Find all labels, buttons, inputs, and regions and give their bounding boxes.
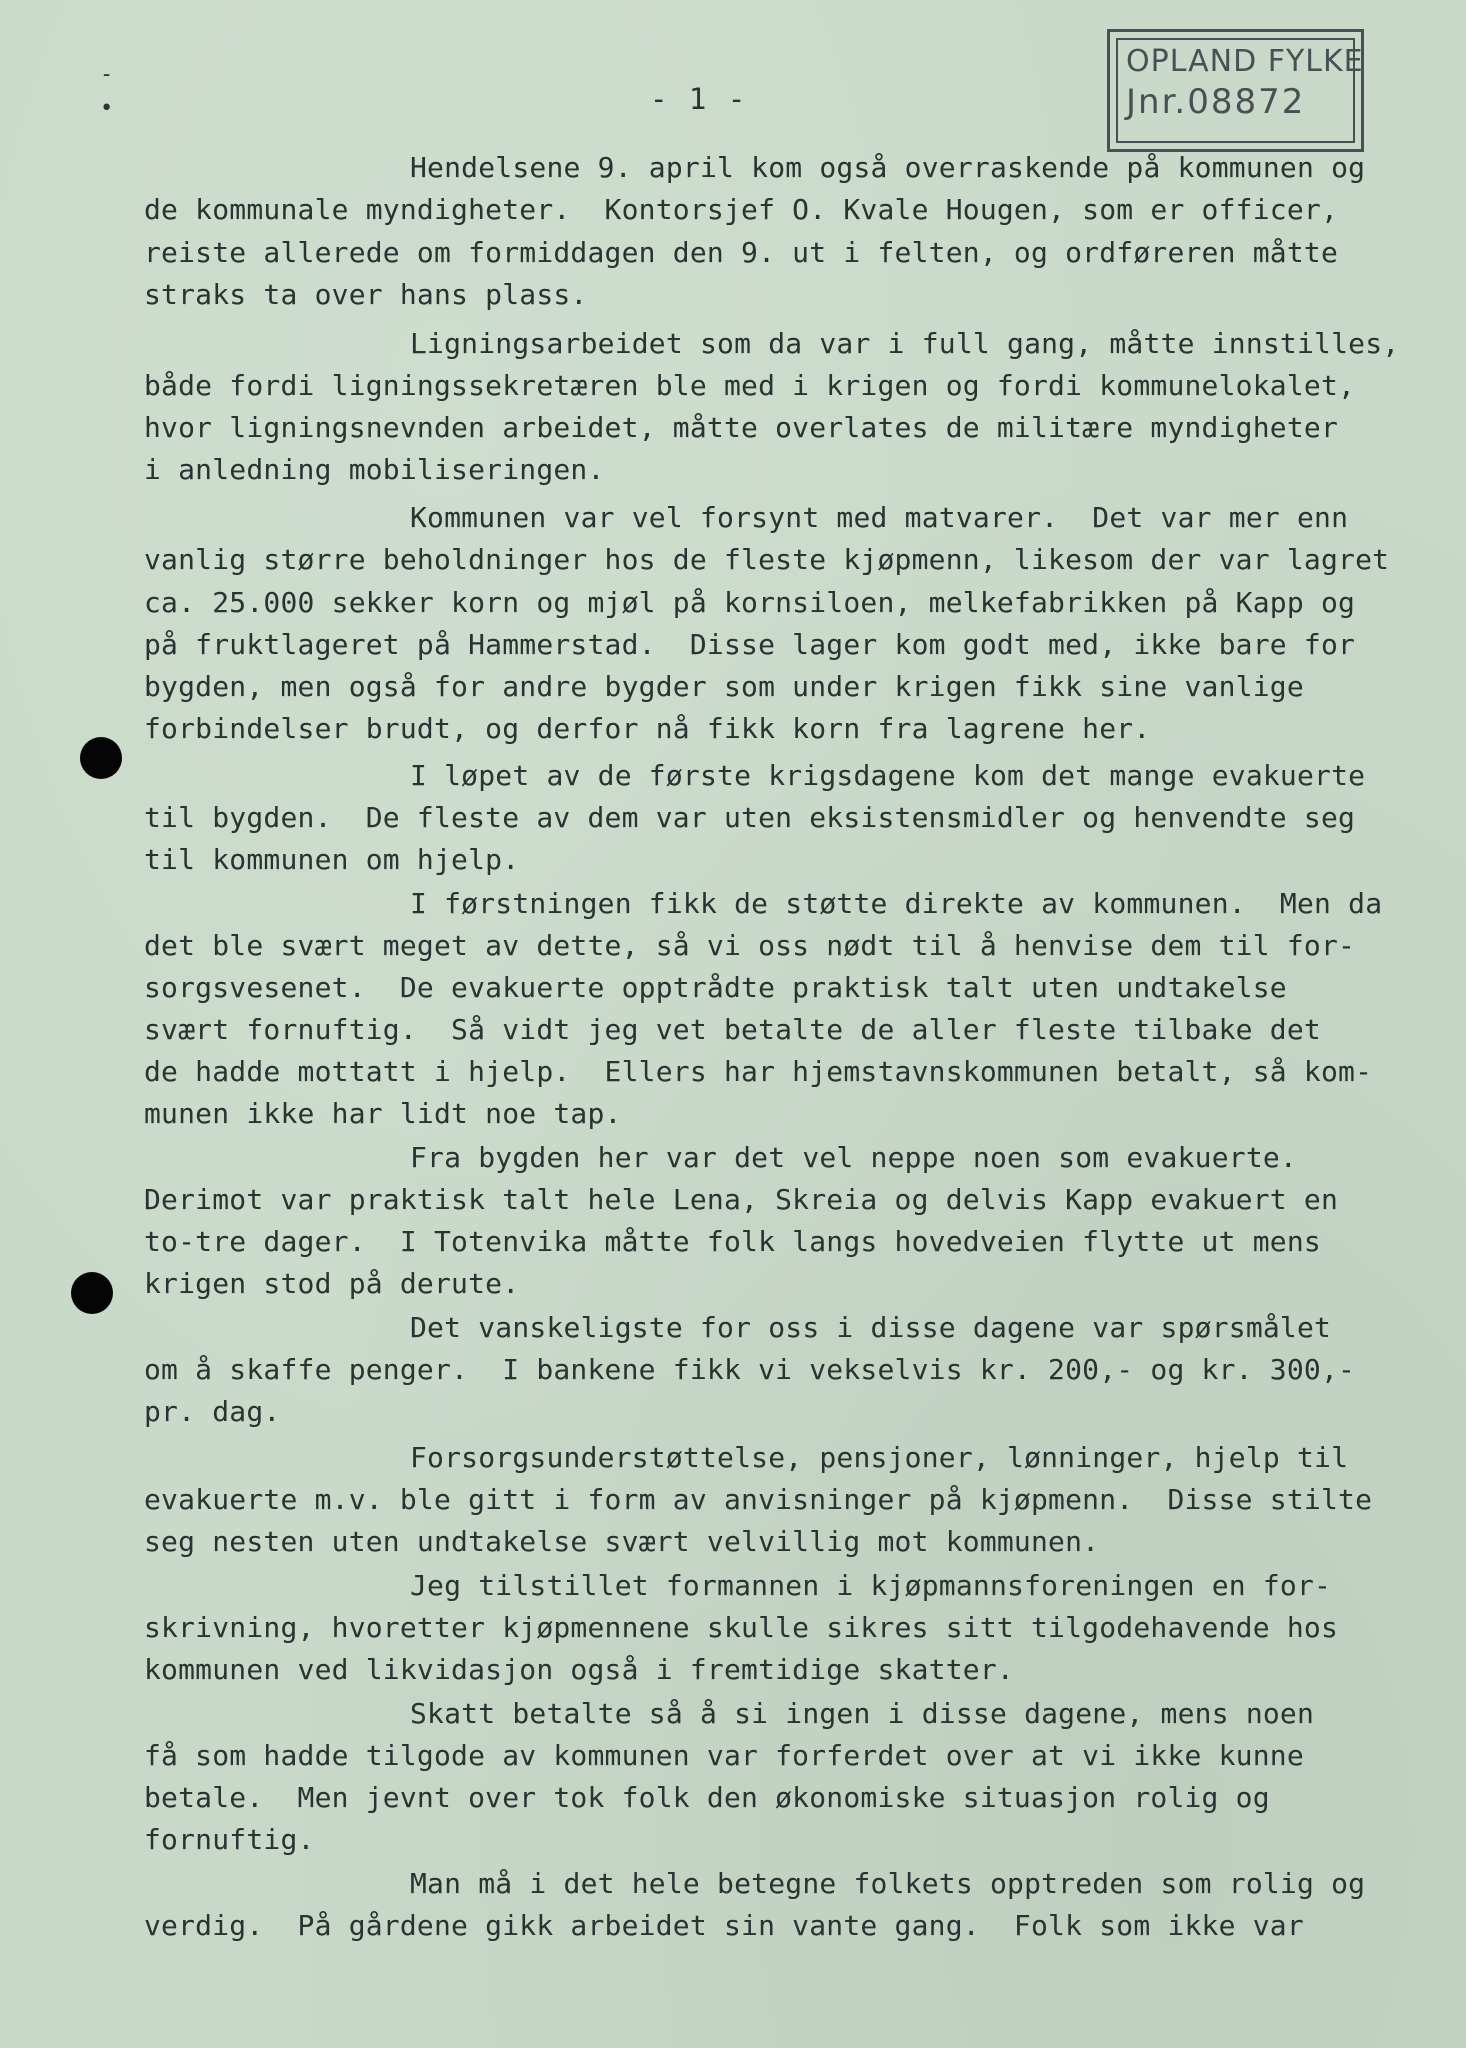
text-line: forbindelser brudt, og derfor nå fikk korn fra lagrene her. bbox=[144, 712, 1151, 745]
text-line: ca. 25.000 sekker korn og mjøl på kornsiloen, melkefabrikken på Kapp og bbox=[144, 586, 1356, 619]
margin-mark: - bbox=[100, 62, 114, 87]
text-line: om å skaffe penger. I bankene fikk vi vekselvis kr. 200,- og kr. 300,- bbox=[144, 1353, 1356, 1386]
text-line: i anledning mobiliseringen. bbox=[144, 453, 605, 486]
text-line: I førstningen fikk de støtte direkte av kommunen. Men da bbox=[410, 887, 1383, 920]
text-line: de hadde mottatt i hjelp. Ellers har hjemstavnskommunen betalt, så kom- bbox=[144, 1055, 1373, 1088]
text-line: verdig. På gårdene gikk arbeidet sin vante gang. Folk som ikke var bbox=[144, 1909, 1304, 1942]
text-line: straks ta over hans plass. bbox=[144, 278, 588, 311]
text-line: sorgsvesenet. De evakuerte opptrådte praktisk talt uten undtakelse bbox=[144, 971, 1287, 1004]
text-line: Forsorgsunderstøttelse, pensjoner, lønninger, hjelp til bbox=[410, 1441, 1349, 1474]
text-line: Hendelsene 9. april kom også overraskende på kommunen og bbox=[410, 151, 1366, 184]
text-line: to-tre dager. I Totenvika måtte folk langs hovedveien flytte ut mens bbox=[144, 1225, 1321, 1258]
text-line: til kommunen om hjelp. bbox=[144, 843, 520, 876]
text-line: krigen stod på derute. bbox=[144, 1267, 520, 1300]
text-line: svært fornuftig. Så vidt jeg vet betalte de aller fleste tilbake det bbox=[144, 1013, 1321, 1046]
text-line: skrivning, hvoretter kjøpmennene skulle sikres sitt tilgodehavende hos bbox=[144, 1611, 1339, 1644]
text-line: Det vanskeligste for oss i disse dagene var spørsmålet bbox=[410, 1311, 1332, 1344]
text-line: reiste allerede om formiddagen den 9. ut i felten, og ordføreren måtte bbox=[144, 236, 1339, 269]
text-line: evakuerte m.v. ble gitt i form av anvisninger på kjøpmenn. Disse stilte bbox=[144, 1483, 1373, 1516]
text-line: det ble svært meget av dette, så vi oss nødt til å henvise dem til for- bbox=[144, 929, 1356, 962]
margin-mark: • bbox=[100, 96, 114, 121]
text-line: Skatt betalte så å si ingen i disse dagene, mens noen bbox=[410, 1697, 1315, 1730]
text-line: seg nesten uten undtakelse svært velvillig mot kommunen. bbox=[144, 1525, 1100, 1558]
text-line: Derimot var praktisk talt hele Lena, Skreia og delvis Kapp evakuert en bbox=[144, 1183, 1339, 1216]
text-line: Fra bygden her var det vel neppe noen som evakuerte. bbox=[410, 1141, 1297, 1174]
text-line: Ligningsarbeidet som da var i full gang, måtte innstilles, bbox=[410, 327, 1400, 360]
text-line: Kommunen var vel forsynt med matvarer. Det var mer enn bbox=[410, 501, 1349, 534]
text-line: hvor ligningsnevnden arbeidet, måtte overlates de militære myndigheter bbox=[144, 411, 1339, 444]
text-line: vanlig større beholdninger hos de fleste kjøpmenn, likesom der var lagret bbox=[144, 543, 1390, 576]
text-line: Jeg tilstillet formannen i kjøpmannsforeningen en for- bbox=[410, 1569, 1332, 1602]
text-line: få som hadde tilgode av kommunen var forferdet over at vi ikke kunne bbox=[144, 1739, 1304, 1772]
text-line: til bygden. De fleste av dem var uten eksistensmidler og henvendte seg bbox=[144, 801, 1356, 834]
text-line: de kommunale myndigheter. Kontorsjef O. Kvale Hougen, som er officer, bbox=[144, 193, 1339, 226]
text-line: Man må i det hele betegne folkets opptreden som rolig og bbox=[410, 1867, 1366, 1900]
text-line: munen ikke har lidt noe tap. bbox=[144, 1097, 622, 1130]
text-line: bygden, men også for andre bygder som under krigen fikk sine vanlige bbox=[144, 670, 1304, 703]
page-number: - 1 - bbox=[650, 82, 748, 116]
text-line: på fruktlageret på Hammerstad. Disse lager kom godt med, ikke bare for bbox=[144, 628, 1356, 661]
text-line: både fordi ligningssekretæren ble med i krigen og fordi kommunelokalet, bbox=[144, 369, 1356, 402]
text-line: kommunen ved likvidasjon også i fremtidige skatter. bbox=[144, 1653, 1014, 1686]
text-line: fornuftig. bbox=[144, 1823, 315, 1856]
text-line: betale. Men jevnt over tok folk den økonomiske situasjon rolig og bbox=[144, 1781, 1270, 1814]
text-line: I løpet av de første krigsdagene kom det mange evakuerte bbox=[410, 759, 1366, 792]
stamp-office-name: OPLAND FYLKE bbox=[1126, 44, 1364, 79]
text-line: pr. dag. bbox=[144, 1395, 281, 1428]
stamp-journal-number: Jnr.08872 bbox=[1126, 82, 1306, 122]
